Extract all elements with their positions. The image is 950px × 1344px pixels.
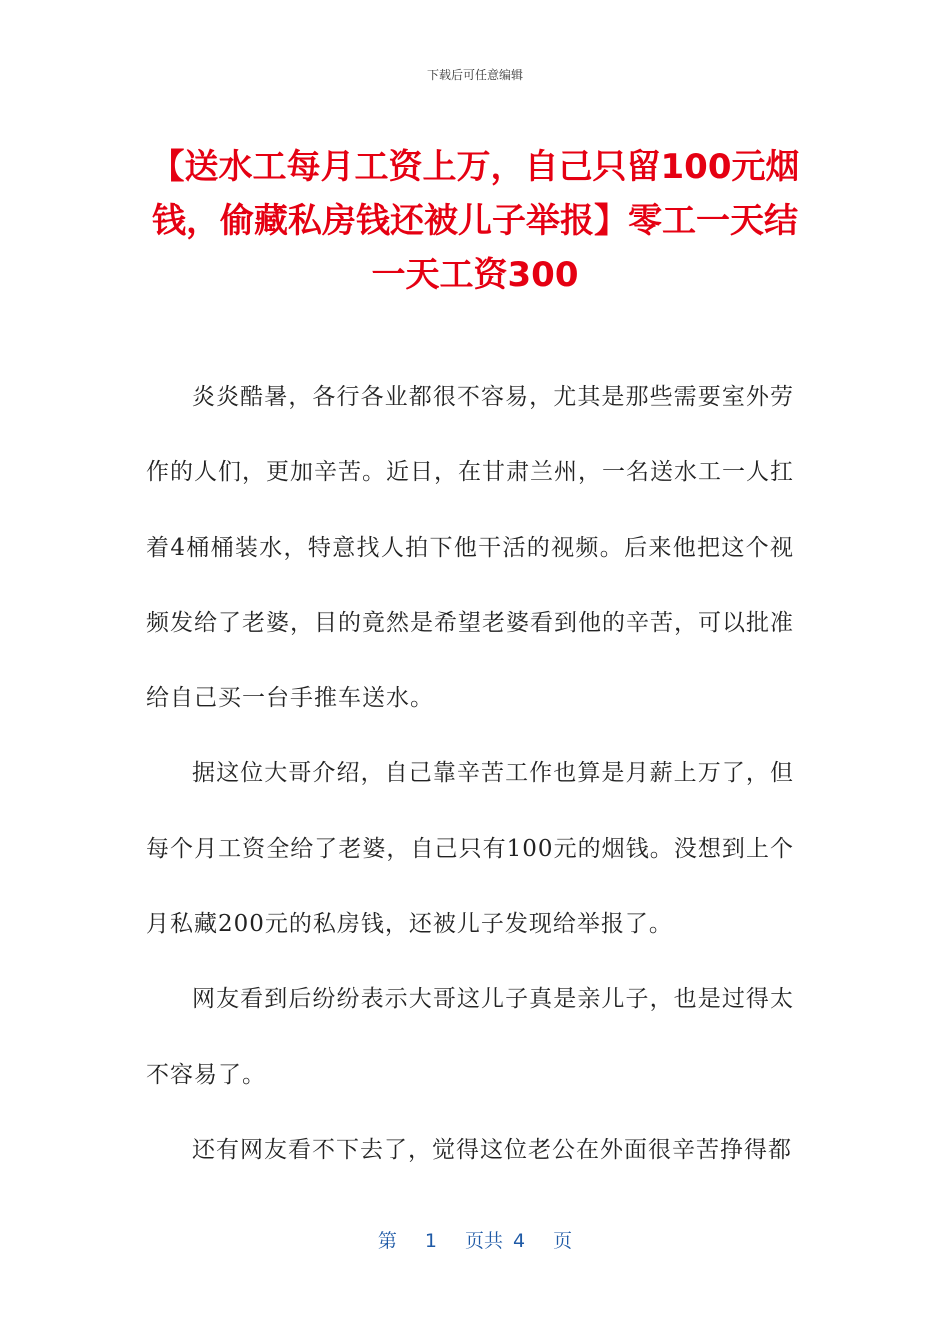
footer-page-prefix: 第	[377, 1230, 397, 1252]
footer-page-mid: 页共	[464, 1230, 503, 1252]
paragraph: 网友看到后纷纷表示大哥这儿子真是亲儿子，也是过得太不容易了。	[146, 986, 794, 1088]
paragraph: 据这位大哥介绍，自己靠辛苦工作也算是月薪上万了，但每个月工资全给了老婆，自己只有100元的烟钱。没想到上个月私藏200元的私房钱，还被儿子发现给举报了。	[146, 760, 794, 938]
footer-page-number: 1	[424, 1230, 437, 1252]
header-note: 下载后可任意编辑	[426, 68, 523, 82]
paragraph: 还有网友看不下去了，觉得这位老公在外面很辛苦挣得都	[192, 1136, 792, 1163]
footer-page-total: 4	[513, 1230, 526, 1252]
document-title: 【送水工每月工资上万，自己只留100元烟钱，偷藏私房钱还被儿子举报】零工一天结一天工资300	[150, 147, 800, 295]
paragraph: 炎炎酷暑，各行各业都很不容易，尤其是那些需要室外劳作的人们，更加辛苦。近日，在甘肃兰州，一名送水工一人扛着4桶桶装水，特意找人拍下他干活的视频。后来他把这个视频发给了老婆，目的竟然是希望老婆看到他的辛苦，可以批准给自己买一台手推车送水。	[146, 384, 794, 712]
page-footer	[0, 1226, 950, 1253]
footer-page-suffix: 页	[553, 1230, 573, 1252]
document-body	[146, 360, 794, 1188]
